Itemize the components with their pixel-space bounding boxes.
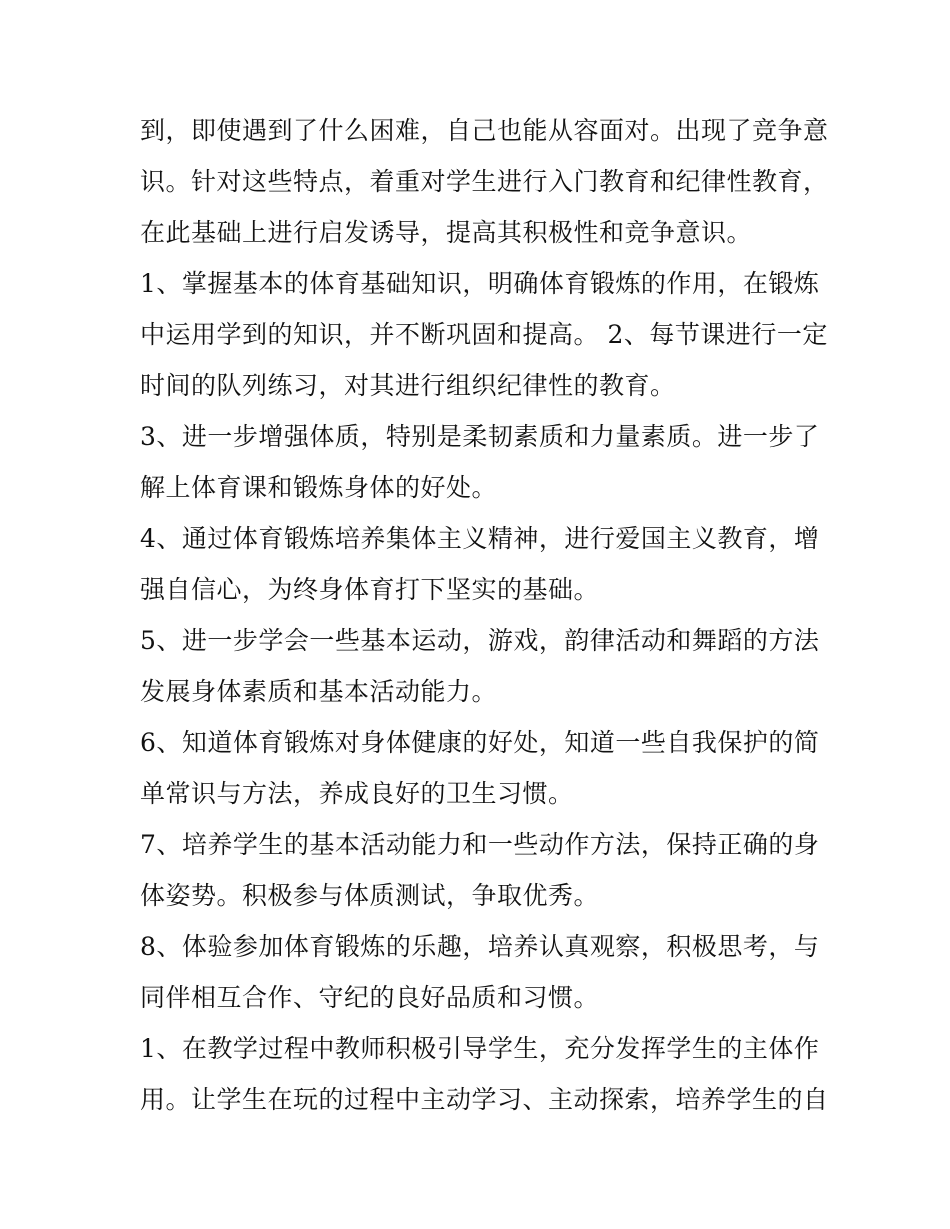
text-line: 4、通过体育锻炼培养集体主义精神，进行爱国主义教育，增	[140, 524, 820, 553]
text-line: 5、进一步学会一些基本运动，游戏，韵律活动和舞蹈的方法	[140, 626, 820, 655]
text-line: 在此基础上进行启发诱导，提高其积极性和竞争意识。	[140, 218, 753, 247]
text-line: 体姿势。积极参与体质测试，争取优秀。	[140, 881, 600, 910]
text-line: 3、进一步增强体质，特别是柔韧素质和力量素质。进一步了	[140, 422, 820, 451]
body-text	[140, 105, 829, 1125]
text-line: 中运用学到的知识，并不断巩固和提高。 2、每节课进行一定	[140, 320, 828, 349]
text-line: 解上体育课和锻炼身体的好处。	[140, 473, 498, 502]
text-line: 用。让学生在玩的过程中主动学习、主动探索，培养学生的自	[140, 1085, 829, 1114]
text-line: 8、体验参加体育锻炼的乐趣，培养认真观察，积极思考，与	[140, 932, 820, 961]
text-line: 到，即使遇到了什么困难，自己也能从容面对。出现了竞争意	[140, 116, 829, 145]
text-line: 识。针对这些特点，着重对学生进行入门教育和纪律性教育，	[140, 167, 829, 196]
text-line: 7、培养学生的基本活动能力和一些动作方法，保持正确的身	[140, 830, 820, 859]
text-line: 6、知道体育锻炼对身体健康的好处，知道一些自我保护的简	[140, 728, 820, 757]
text-line: 同伴相互合作、守纪的良好品质和习惯。	[140, 983, 600, 1012]
text-line: 发展身体素质和基本活动能力。	[140, 677, 498, 706]
text-line: 强自信心，为终身体育打下坚实的基础。	[140, 575, 600, 604]
text-line: 1、掌握基本的体育基础知识，明确体育锻炼的作用，在锻炼	[140, 269, 820, 298]
text-line: 单常识与方法，养成良好的卫生习惯。	[140, 779, 574, 808]
text-line: 1、在教学过程中教师积极引导学生，充分发挥学生的主体作	[140, 1034, 820, 1063]
text-line: 时间的队列练习，对其进行组织纪律性的教育。	[140, 371, 676, 400]
